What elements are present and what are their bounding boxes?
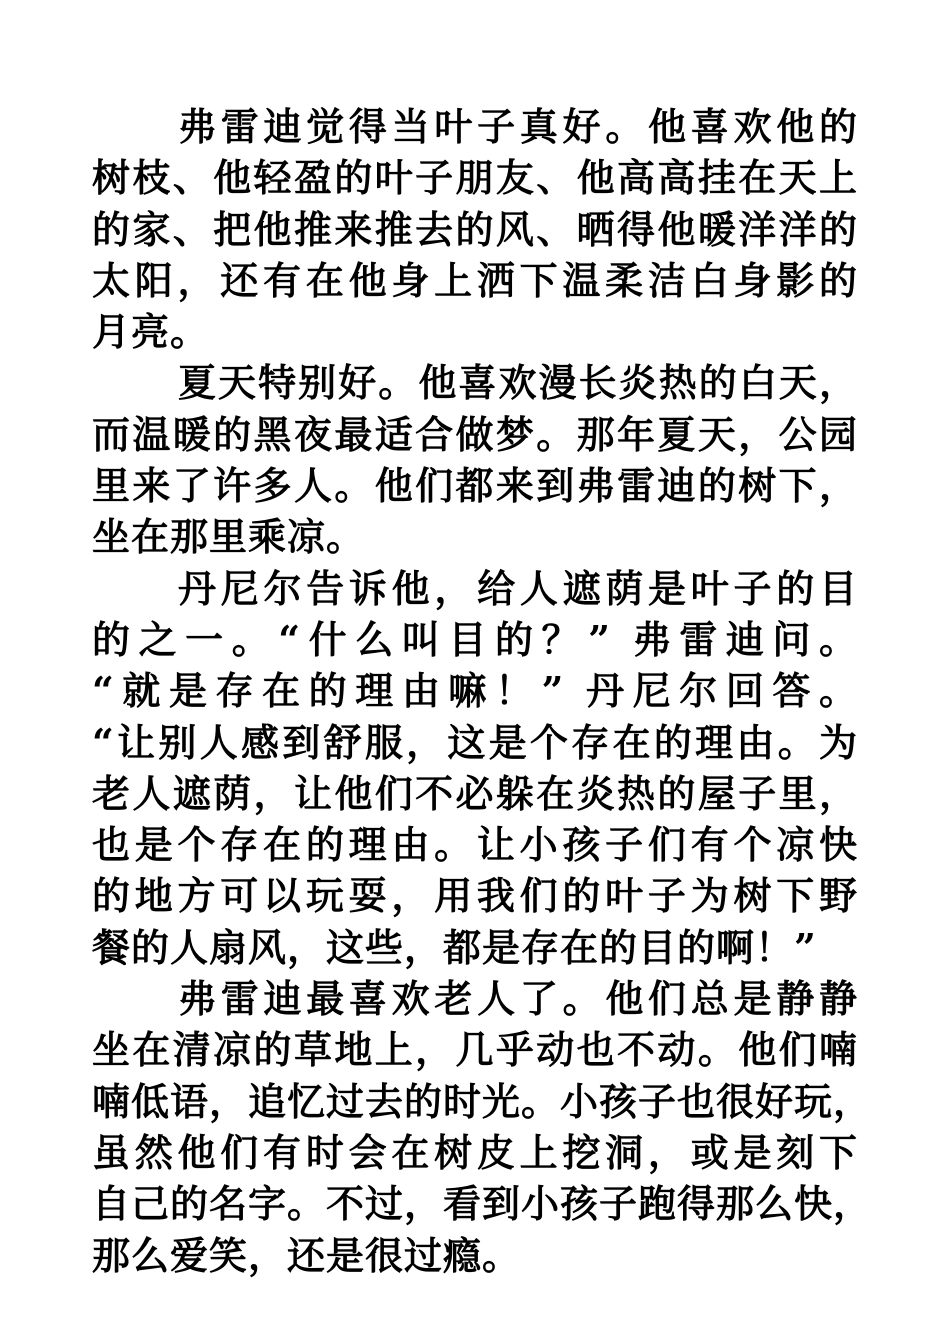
text-line: 也是个存在的理由。让小孩子们有个凉快 [92,822,858,868]
text-line: 而温暖的黑夜最适合做梦。那年夏天，公园 [92,411,858,457]
paragraph [92,101,858,357]
text-line: 丹尼尔告诉他，给人遮荫是叶子的目 [178,565,858,611]
story-text [92,101,873,1281]
text-line: 老人遮荫，让他们不必躲在炎热的屋子里， [92,770,858,816]
text-line: “让别人感到舒服，这是个存在的理由。为 [92,719,858,765]
text-line: 的之一。“什么叫目的？” 弗雷迪问。 [92,616,858,662]
paragraph [92,357,858,562]
text-line: “就是存在的理由嘛！” 丹尼尔回答。 [92,668,858,714]
text-line: 餐的人扇风，这些，都是存在的目的啊！” [92,924,817,970]
text-line: 虽然他们有时会在树皮上挖洞，或是刻下 [92,1129,858,1175]
text-line: 的家、把他推来推去的风、晒得他暖洋洋的 [92,206,858,252]
text-line: 树枝、他轻盈的叶子朋友、他高高挂在天上 [92,155,858,201]
text-line: 那么爱笑，还是很过瘾。 [92,1232,522,1278]
text-line: 自己的名字。不过，看到小孩子跑得那么快， [92,1181,873,1227]
text-line: 夏天特别好。他喜欢漫长炎热的白天， [178,360,858,406]
text-line: 太阳，还有在他身上洒下温柔洁白身影的 [92,257,858,303]
text-line: 坐在那里乘凉。 [92,514,366,560]
text-line: 弗雷迪最喜欢老人了。他们总是静静 [178,976,858,1022]
paragraph [92,973,873,1281]
text-line: 的地方可以玩耍，用我们的叶子为树下野 [92,873,858,919]
text-line: 月亮。 [92,309,210,355]
text-line: 喃低语，追忆过去的时光。小孩子也很好玩， [92,1078,873,1124]
text-line: 弗雷迪觉得当叶子真好。他喜欢他的 [178,104,858,149]
text-line: 坐在清凉的草地上，几乎动也不动。他们喃 [92,1027,858,1073]
paragraph [92,563,858,973]
text-line: 里来了许多人。他们都来到弗雷迪的树下， [92,463,858,509]
